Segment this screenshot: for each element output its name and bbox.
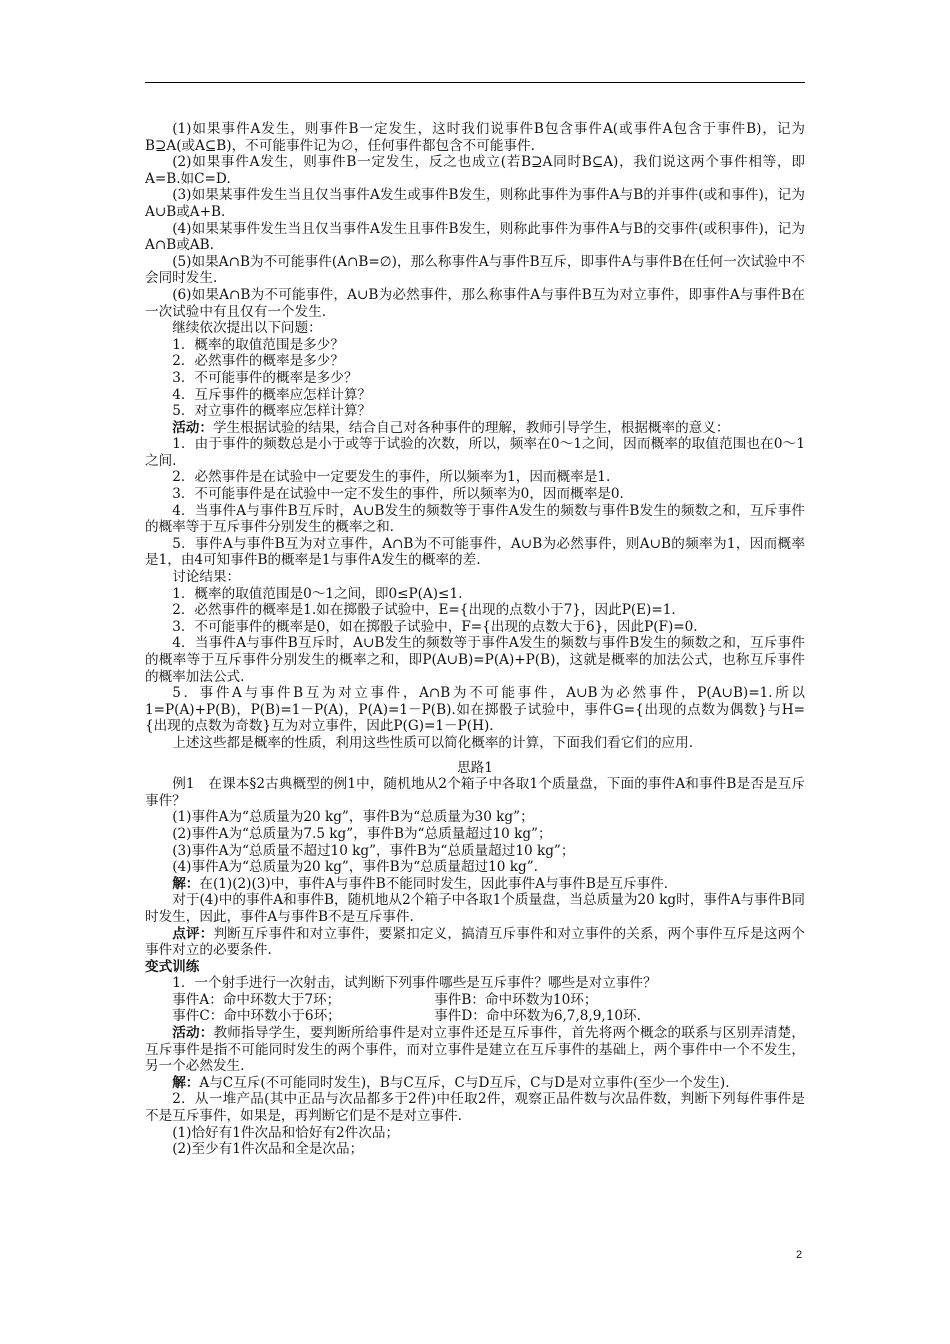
definition-4: (4)如果某事件发生当且仅当事件A发生且事件B发生，则称此事件为事件A与B的交事件(或积事件)，记为A∩B或AB.	[145, 220, 805, 254]
practice-question-1: 1．一个射手进行一次射击，试判断下列事件哪些是互斥事件？哪些是对立事件？	[172, 975, 657, 992]
solution-continued: 对于(4)中的事件A和事件B，随机地从2个箱子中各取1个质量盘，当总质量为20 kg时，事件A与事件B同时发生，因此，事件A与事件B不是互斥事件.	[145, 892, 805, 925]
question-3: 3．不可能事件的概率是多少？	[172, 369, 358, 386]
solution-paragraph	[145, 876, 805, 893]
question-4: 4．互斥事件的概率应怎样计算？	[172, 386, 372, 403]
event-row-2	[145, 1008, 805, 1025]
answer-5: 5．事件A与事件B互为对立事件，A∩B为不可能事件，A∪B为必然事件，则A∪B的频率为1，因而概率是1，由4可知事件B的概率是1与事件A发生的概率的差.	[145, 535, 805, 569]
question-intro: 继续依次提出以下问题：	[172, 320, 322, 337]
definition-2: (2)如果事件A发生，则事件B一定发生，反之也成立(若B⊇A同时B⊆A)，我们说这两个事件相等，即A=B.如C=D.	[145, 154, 805, 187]
definition-6: (6)如果A∩B为不可能事件，A∪B为必然事件，那么称事件A与事件B互为对立事件，即事件A与事件B在一次试验中有且仅有一个发生.	[145, 286, 805, 320]
event-row-1	[145, 992, 805, 1009]
activity2-paragraph	[145, 1025, 805, 1075]
solution2-label: 解：	[172, 1074, 200, 1091]
solution-text: 在(1)(2)(3)中，事件A与事件B不能同时发生，因此事件A与事件B是互斥事件.	[199, 875, 669, 892]
activity-text: 学生根据试验的结果，结合自己对各种事件的理解，教师引导学生，根据概率的意义：	[212, 419, 730, 436]
event-b: 事件B：命中环数为10环；	[434, 991, 598, 1008]
solution-label: 解：	[172, 875, 200, 892]
question-2: 2．必然事件的概率是多少？	[172, 353, 344, 370]
practice-question-2-item-1: (1)恰好有1件次品和恰好有2件次品；	[172, 1124, 400, 1141]
answer-3: 3．不可能事件是在试验中一定不发生的事件，所以频率为0，因而概率是0.	[172, 486, 624, 503]
answer-2: 2．必然事件是在试验中一定要发生的事件，所以频率为1，因而概率是1.	[172, 469, 611, 486]
example-1-item-3: (3)事件A为“总质量不超过10 kg”，事件B为“总质量超过10 kg”；	[172, 842, 575, 859]
question-1: 1．概率的取值范围是多少？	[172, 336, 344, 353]
event-c: 事件C：命中环数小于6环；	[172, 1008, 341, 1025]
practice-heading: 变式训练	[145, 958, 200, 975]
solution2-text: A与C互斥(不可能同时发生)，B与C互斥，C与D互斥，C与D是对立事件(至少一个发生).	[199, 1074, 730, 1091]
example-1-question: 例1 在课本§2古典概型的例1中，随机地从2个箱子中各取1个质量盘，下面的事件A和事件B是否是互斥事件？	[145, 776, 805, 809]
definition-5: (5)如果A∩B为不可能事件(A∩B=∅)，那么称事件A与事件B互斥，即事件A与事件B在任何一次试验中不会同时发生.	[145, 253, 805, 287]
event-d: 事件D：命中环数为6,7,8,9,10环.	[434, 1008, 641, 1025]
answer-1: 1．由于事件的频数总是小于或等于试验的次数，所以，频率在0～1之间，因而概率的取值范围也在0～1之间.	[145, 436, 805, 469]
result-4: 4．当事件A与事件B互斥时，A∪B发生的频数等于事件A发生的频数与事件B发生的频数之和，互斥事件的概率等于互斥事件分别发生的概率之和，即P(A∪B)=P(A)+P(B)，这就是概率的加法公式，也称互斥事件的概率加法公式.	[145, 635, 805, 685]
comment-label: 点评：	[172, 925, 214, 942]
comment-text: 判断互斥事件和对立事件，要紧扣定义，搞清互斥事件和对立事件的关系，两个事件互斥是这两个事件对立的必要条件.	[145, 925, 805, 959]
summary-paragraph: 上述这些都是概率的性质，利用这些性质可以简化概率的计算，下面我们看它们的应用.	[172, 734, 694, 751]
definition-3: (3)如果某事件发生当且仅当事件A发生或事件B发生，则称此事件为事件A与B的并事件(或和事件)，记为A∪B或A+B.	[145, 187, 805, 220]
event-a: 事件A：命中环数大于7环；	[172, 991, 341, 1008]
comment-paragraph	[145, 926, 805, 959]
example-1-item-1: (1)事件A为“总质量为20 kg”，事件B为“总质量为30 kg”；	[172, 809, 534, 826]
page-number: 2	[796, 1249, 803, 1261]
result-5: 5．事件A与事件B互为对立事件，A∩B为不可能事件，A∪B为必然事件，P(A∪B)=1.所以1=P(A)+P(B)，P(B)=1－P(A)，P(A)=1－P(B).如在掷骰子试验中，事件G={出现的点数为偶数}与H={出现的点数为奇数}互为对立事件，因此P(G)=1－P(H).	[145, 685, 805, 735]
example-1-item-4: (4)事件A为“总质量为20 kg”，事件B为“总质量超过10 kg”.	[172, 859, 538, 876]
answer-4: 4．当事件A与事件B互斥时，A∪B发生的频数等于事件A发生的频数与事件B发生的频数之和，互斥事件的概率等于互斥事件分别发生的概率之和.	[145, 502, 805, 536]
result-2: 2．必然事件的概率是1.如在掷骰子试验中，E={出现的点数小于7}，因此P(E)=1.	[172, 602, 676, 619]
practice-question-2-item-2: (2)至少有1件次品和全是次品；	[172, 1141, 364, 1158]
activity2-label: 活动：	[172, 1025, 214, 1042]
result-1: 1．概率的取值范围是0～1之间，即0≤P(A)≤1.	[172, 585, 463, 602]
question-5: 5．对立事件的概率应怎样计算？	[172, 403, 372, 420]
example-1-item-2: (2)事件A为“总质量为7.5 kg”，事件B为“总质量超过10 kg”；	[172, 825, 552, 842]
page-content	[145, 121, 805, 1158]
discussion-heading: 讨论结果：	[172, 569, 241, 586]
section-title: 思路1	[457, 759, 493, 776]
solution2-paragraph	[145, 1075, 805, 1092]
header-rule	[145, 82, 805, 83]
activity2-text: 教师指导学生，要判断所给事件是对立事件还是互斥事件，首先将两个概念的联系与区别弄清楚，互斥事件是指不可能同时发生的两个事件，而对立事件是建立在互斥事件的基础上，两个事件中一个不发生，另一个必然发生.	[145, 1025, 805, 1075]
activity-label: 活动：	[172, 419, 213, 436]
practice-question-2: 2．从一堆产品(其中正品与次品都多于2件)中任取2件，观察正品件数与次品件数，判断下列每件事件是不是互斥事件，如果是，再判断它们是不是对立事件.	[145, 1091, 805, 1125]
activity-paragraph	[145, 420, 805, 437]
definition-1: (1)如果事件A发生，则事件B一定发生，这时我们说事件B包含事件A(或事件A包含于事件B)，记为B⊇A(或A⊆B)，不可能事件记为∅，任何事件都包含不可能事件.	[145, 121, 805, 154]
result-3: 3．不可能事件的概率是0，如在掷骰子试验中，F={出现的点数大于6}，因此P(F)=0.	[172, 618, 698, 635]
